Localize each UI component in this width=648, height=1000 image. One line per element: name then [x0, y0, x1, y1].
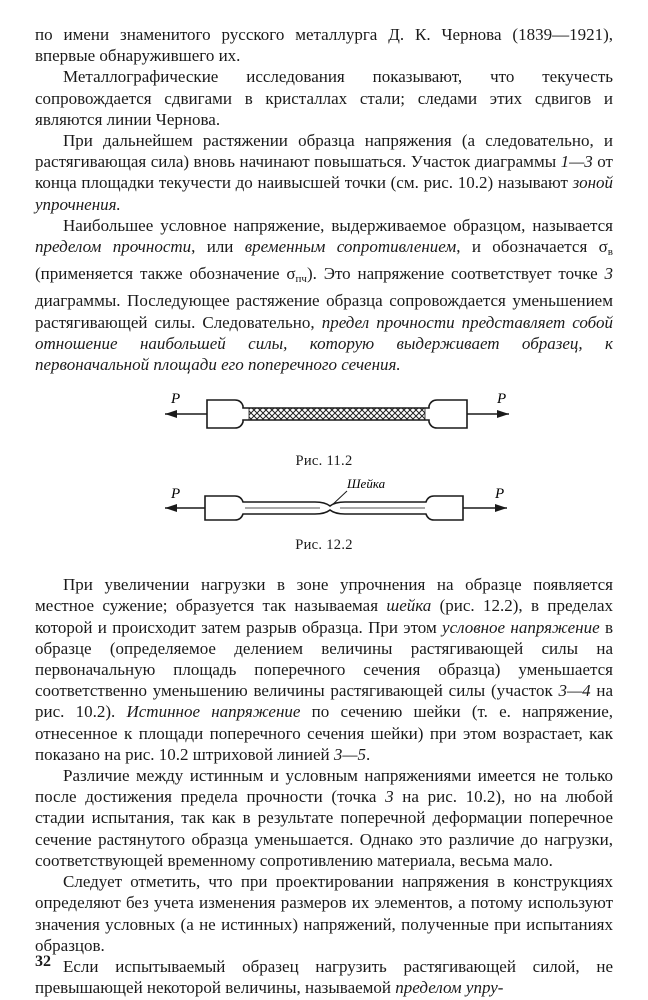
specimen-drawing — [35, 389, 613, 439]
force-arrow-right — [463, 504, 507, 512]
force-arrow-left — [165, 410, 207, 418]
p8-text: Если испытываемый образец нагрузить растягивающей силой, не превышающей некоторой величины, называемой — [35, 956, 613, 998]
p6-text: Различие между истинным и условным напряжениями имеется не только после достижения предела прочности (точка — [35, 766, 613, 807]
paragraph-5 — [35, 574, 613, 765]
p3-text: При дальнейшем растяжении образца напряжения (а следовательно, и растягивающая сила) вновь начинают повышаться. Участок диаграммы — [35, 131, 613, 172]
p4-text: , или — [191, 237, 245, 257]
p4-subscript: пч — [295, 273, 307, 286]
p5-term: шейка — [386, 596, 432, 616]
p5-text: по сечению шейки (т. е. напряжение, отнесенное к площади поперечного сечения шейки) при этом возрастает, как показано на рис. 10.2 штриховой линией — [35, 702, 613, 764]
p3-text: от конца площадки текучести до наивысшей точки (см. рис. 10.2) называют — [35, 152, 613, 193]
p4-term: временным сопротивлением — [244, 237, 457, 257]
force-arrow-right — [467, 410, 509, 418]
paragraph-2: Металлографические исследования показывают, что текучесть сопровождается сдвигами в кристаллах стали; следами этих сдвигов и являются линии Чернова. — [35, 67, 613, 129]
p5-text: . — [366, 744, 371, 764]
neck-label: Шейка — [347, 476, 386, 492]
p5-text: на рис. 10.2). — [35, 681, 613, 722]
p5-text: в образце (определяемое делением величины растягивающей силы на первоначальную площадь поперечного сечения образца) уменьшается соответственно уменьшению величины растягивающей силы (участок — [35, 617, 613, 701]
paragraph-4 — [35, 215, 613, 375]
specimen-neck-drawing — [35, 476, 613, 524]
p4-text: (применяется также обозначение σ — [35, 264, 296, 284]
p4-text: Наибольшее условное напряжение, выдерживаемое образцом, называется — [63, 215, 613, 235]
paragraph-3 — [35, 130, 613, 215]
force-label-right: P — [495, 486, 505, 503]
p4-term: пределом прочности — [35, 237, 192, 257]
figure-12-2 — [35, 476, 613, 554]
paragraph-6 — [35, 765, 613, 871]
hatched-zone — [249, 408, 425, 420]
paragraph-1: по имени знаменитого русского металлурга Д. К. Чернова (1839—1921), впервые обнаружившего их. — [35, 25, 613, 66]
p4-text: ). Это напряжение соответствует точке — [306, 264, 605, 284]
p4-subscript: в — [607, 246, 613, 259]
p4-definition: предел прочности представляет собой отношение наибольшей силы, которую выдерживает образец, к первоначальной площади его поперечного сечения. — [35, 312, 613, 375]
p6-text: на рис. 10.2), но на любой стадии испытания, так как в результате поперечной деформации поперечное сечение растянутого образца уменьшается. Однако это различие до нагрузки, соответствующей временному сопротивлению материала, весьма мало. — [35, 787, 613, 870]
p3-term: зоной упрочнения. — [35, 173, 613, 214]
force-label-left: P — [171, 486, 181, 503]
p4-text: , и обозначается σ — [456, 237, 608, 257]
force-label-left: P — [171, 391, 181, 408]
p5-segment: 3—4 — [558, 681, 591, 701]
p5-text: При увеличении нагрузки в зоне упрочнения на образце появляется местное сужение; образуется так называемая — [35, 575, 613, 616]
figure-12-2-caption: Рис. 12.2 — [295, 537, 353, 554]
page-body — [35, 24, 613, 998]
p5-term: условное напряжение — [442, 617, 600, 637]
p8-term: пределом упру- — [395, 978, 504, 998]
force-arrow-left — [165, 504, 205, 512]
p5-segment: 3—5 — [333, 744, 367, 764]
p6-point: 3 — [385, 787, 394, 807]
p4-point: 3 — [604, 264, 613, 284]
figure-11-2-caption: Рис. 11.2 — [295, 453, 353, 470]
p4-text: диаграммы. Последующее растяжение образца сопровождается уменьшением растягивающей силы. Следовательно, — [35, 291, 613, 332]
p3-segment: 1—3 — [560, 152, 593, 172]
force-label-right: P — [497, 391, 507, 408]
p5-term: Истинное напряжение — [126, 702, 301, 722]
figure-11-2 — [35, 389, 613, 470]
page-number: 32 — [35, 953, 51, 970]
p5-text: (рис. 12.2), в пределах которой и происходит затем разрыв образца. При этом — [35, 596, 613, 637]
paragraph-7: Следует отметить, что при проектировании напряжения в конструкциях определяют без учета изменения размеров их элементов, а потому используют значения условных (а не истинных) напряжений, полученные при испытаниях образцов. — [35, 872, 613, 955]
paragraph-8 — [35, 956, 613, 998]
